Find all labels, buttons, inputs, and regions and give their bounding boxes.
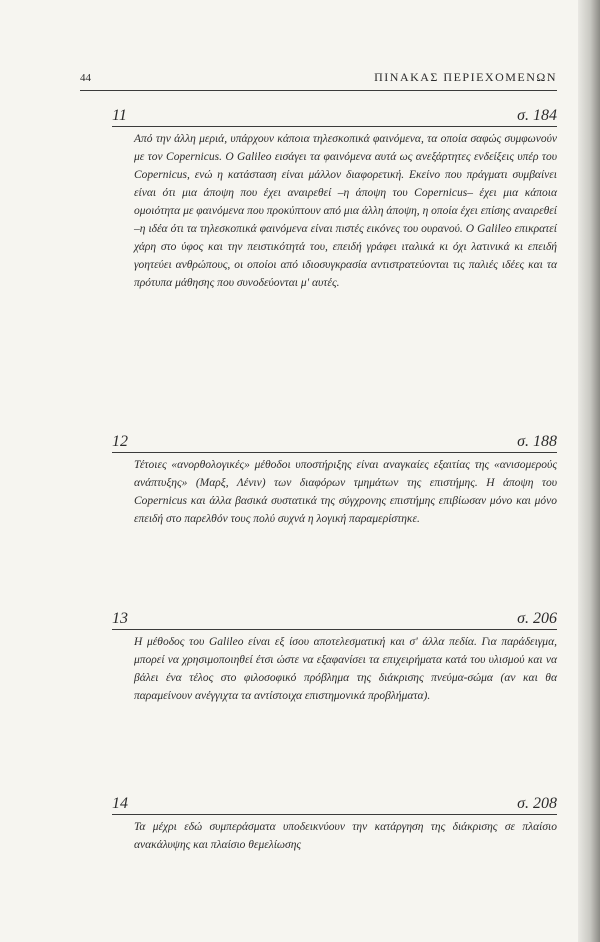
- note-12: [112, 430, 557, 528]
- note-header: [112, 104, 557, 127]
- running-title: ΠΙΝΑΚΑΣ ΠΕΡΙΕΧΟΜΕΝΩΝ: [374, 70, 557, 84]
- note-header: [112, 430, 557, 453]
- note-header: [112, 607, 557, 630]
- page-edge-shadow: [578, 0, 600, 942]
- note-text: Τέτοιες «ανορθολογικές» μέθοδοι υποστήριξης είναι αναγκαίες εξαιτίας της «ανισομερούς ανάπτυξης» (Μαρξ, Λένιν) των διαφόρων τμημάτων της επιστήμης. Η άποψη του Copernicus και άλλα βασικά συστατικά της σύγχρονης επιστήμης επιβίωσαν μόνο και μόνο επειδή στο παρελθόν τους πολύ συχνά η λογική παραμερίστηκε.: [134, 459, 557, 525]
- note-page-reference: σ. 184: [517, 107, 557, 124]
- note-number: 14: [112, 795, 128, 812]
- note-text: Από την άλλη μεριά, υπάρχουν κάποια τηλεσκοπικά φαινόμενα, τα οποία σαφώς συμφωνούν με τον Copernicus. Ο Galileo εισάγει τα φαινόμενα αυτά ως ανεξάρτητες ενδείξεις υπέρ του Copernicus, ενώ η κατάσταση είναι μάλλον διαφορετική. Εκείνο που πράγματι συμβαίνει είναι ότι μια άποψη που έχει αναιρεθεί –η άποψη του Copernicus– έχει μια κάποια ομοιότητα με φαινόμενα που προκύπτουν από μια άλλη άποψη, η οποία έχει επίσης αναιρεθεί –η ιδέα ότι τα τηλεσκοπικά φαινόμενα είναι πιστές εικόνες του ουρανού. Ο Galileo επικρατεί χάρη στο ύφος και την πειστικότητά του, επειδή γράφει ιταλικά κι όχι λατινικά κι επειδή γοητεύει ανθρώπους, οι οποίοι από ιδιοσυγκρασία αντιστρατεύονται τις παλιές ιδέες και τα πρότυπα μάθησης που συνοδεύονται μ' αυτές.: [134, 133, 557, 289]
- note-text: Η μέθοδος του Galileo είναι εξ ίσου αποτελεσματική και σ' άλλα πεδία. Για παράδειγμα, μπορεί να χρησιμοποιηθεί έτσι ώστε να εξαφανίσει τα επιχειρήματα κατά του υλισμού και να βάλει ένα τέλος στο φιλοσοφικό πρόβλημα της διάκρισης πνεύμα-σώμα (αν και θα παραμείνουν ανέγγιχτα τα αντίστοιχα επιστημονικά προβλήματα).: [134, 636, 557, 702]
- note-number: 13: [112, 610, 128, 627]
- running-header: [80, 70, 557, 91]
- note-header: [112, 792, 557, 815]
- note-13: [112, 607, 557, 705]
- note-page-reference: σ. 208: [517, 795, 557, 812]
- note-11: [112, 104, 557, 292]
- note-page-reference: σ. 206: [517, 610, 557, 627]
- note-number: 11: [112, 107, 127, 124]
- note-number: 12: [112, 433, 128, 450]
- note-14: [112, 792, 557, 854]
- note-page-reference: σ. 188: [517, 433, 557, 450]
- page-number: 44: [80, 72, 91, 84]
- note-text: Τα μέχρι εδώ συμπεράσματα υποδεικνύουν την κατάργηση της διάκρισης σε πλαίσιο ανακάλυψης και πλαίσιο θεμελίωσης: [134, 821, 557, 851]
